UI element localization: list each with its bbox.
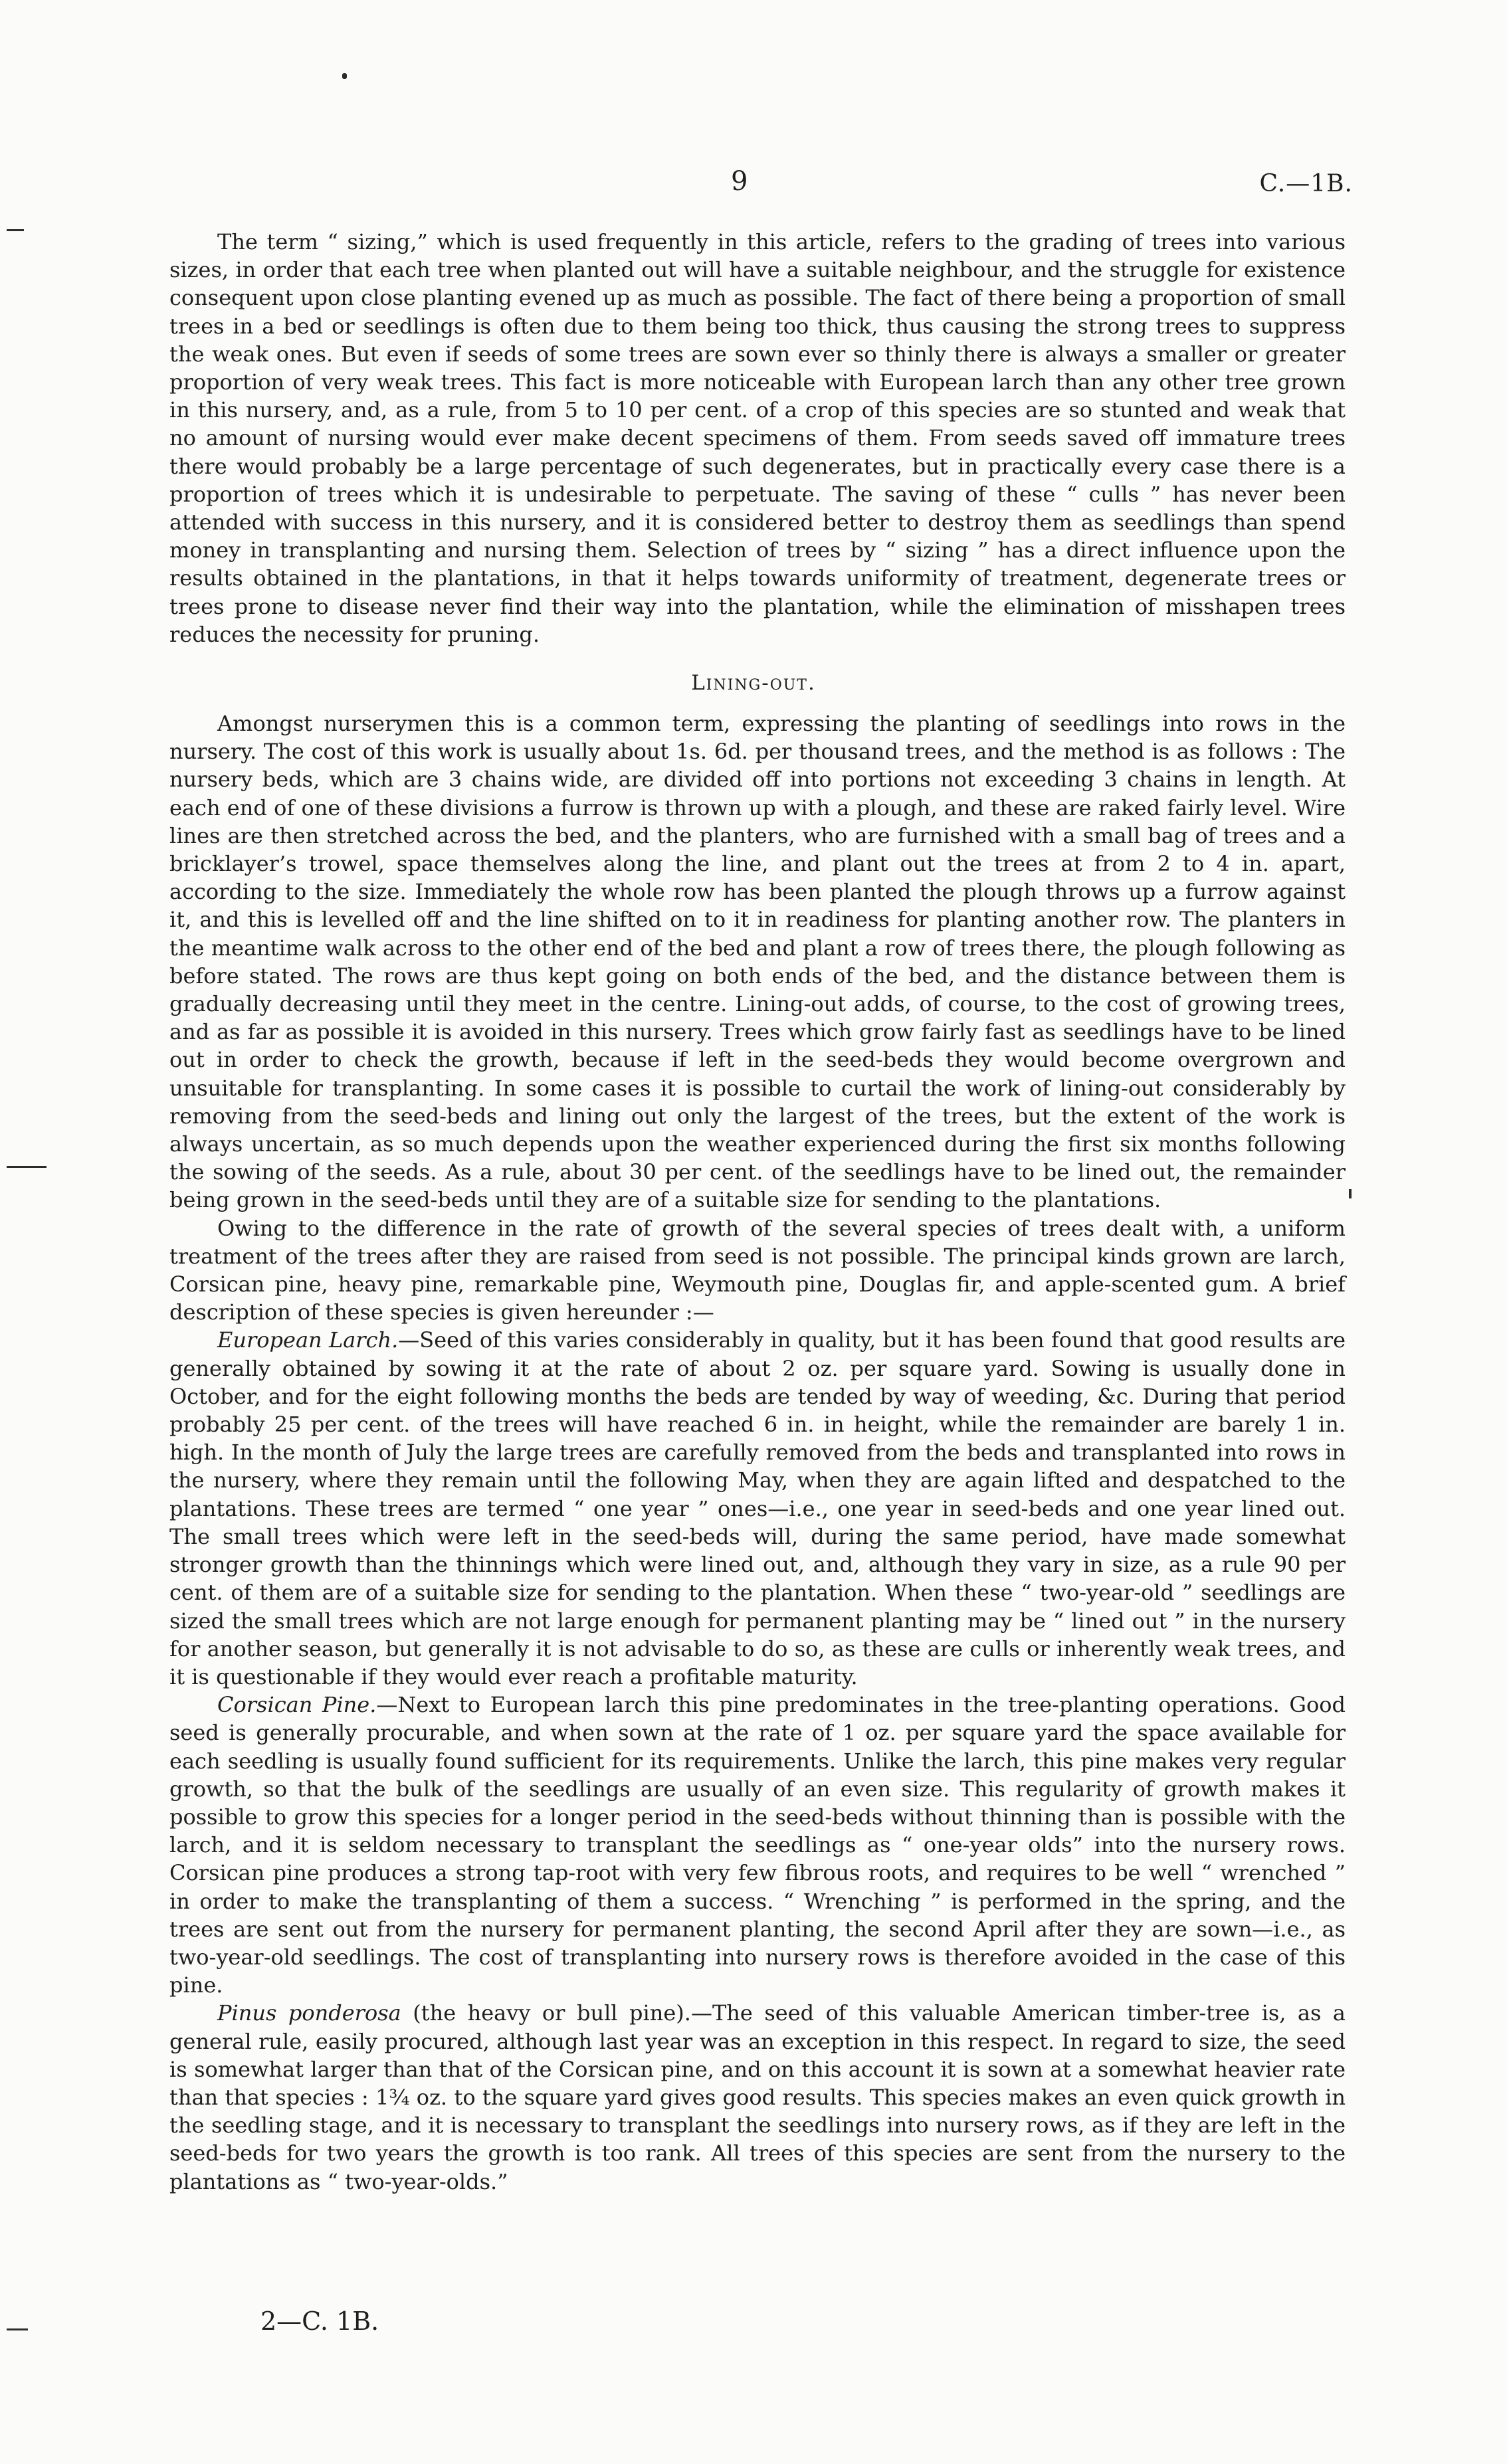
paragraph: Owing to the difference in the rate of growth of the several species of trees dealt with, a uniform treatment of the trees after they are raised from seed is not possible. The principal kinds grown are larch, Corsican pine, heavy pine, remarkable pine, Weymouth pine, Douglas fir, and apple-scented gum. A brief description of these species is given hereunder :— [169, 1215, 1346, 1325]
scan-mark [7, 229, 24, 231]
lining-out-section [169, 710, 1346, 2196]
page-number: 9 [731, 166, 748, 197]
paragraph: The term “ sizing,” which is used frequently in this article, refers to the grading of trees into various sizes, in order that each tree when planted out will have a suitable neighbour, and the struggle for existence consequent upon close planting evened up as much as possible. The fact of there being a proportion of small trees in a bed or seedlings is often due to them being too thick, thus causing the strong trees to suppress the weak ones. But even if seeds of some trees are sown ever so thinly there is always a smaller or greater proportion of very weak trees. This fact is more noticeable with European larch than any other tree grown in this nursery, and, as a rule, from 5 to 10 per cent. of a crop of this species are so stunted and weak that no amount of nursing would ever make decent specimens of them. From seeds saved off immature trees there would probably be a large percentage of such degenerates, but in practically every case there is a proportion of trees which it is undesirable to perpetuate. The saving of these “ culls ” has never been attended with success in this nursery, and it is considered better to destroy them as seedlings than spend money in transplanting and nursing them. Selection of trees by “ sizing ” has a direct influence upon the results obtained in the plantations, in that it helps towards uniformity of treatment, degenerate trees or trees prone to disease never find their way into the plantation, while the elimination of misshapen trees reduces the necessity for pruning. [169, 229, 1346, 647]
species-text: —Next to European larch this pine predominates in the tree-planting operations. Good seed is generally procurable, and when sown at the rate of 1 oz. per square yard the space available for each seedling is usually found sufficient for its requirements. Unlike the larch, this pine makes very regular growth, so that the bulk of the seedlings are usually of an even size. This regularity of growth makes it possible to grow this species for a longer period in the seed-beds without thinning than is possible with the larch, and it is seldom necessary to transplant the seedlings as “ one-year olds” into the nursery rows. Corsican pine produces a strong tap-root with very few fibrous roots, and requires to be well “ wrenched ” in order to make the transplanting of them a success. “ Wrenching ” is performed in the spring, and the trees are sent out from the nursery for permanent planting, the second April after they are sown—i.e., as two-year-old seedlings. The cost of transplanting into nursery rows is therefore avoided in the case of this pine. [169, 1692, 1346, 1998]
species-paragraph-larch [169, 1326, 1346, 1691]
paragraph: Amongst nurserymen this is a common term, expressing the planting of seedlings into rows in the nursery. The cost of this work is usually about 1s. 6d. per thousand trees, and the method is as follows : The nursery beds, which are 3 chains wide, are divided off into portions not exceeding 3 chains in length. At each end of one of these divisions a furrow is thrown up with a plough, and these are raked fairly level. Wire lines are then stretched across the bed, and the planters, who are furnished with a small bag of trees and a bricklayer’s trowel, space themselves along the line, and plant out the trees at from 2 to 4 in. apart, according to the size. Immediately the whole row has been planted the plough throws up a furrow against it, and this is levelled off and the line shifted on to it in readiness for planting another row. The planters in the meantime walk across to the other end of the bed and plant a row of trees there, the plough following as before stated. The rows are thus kept going on both ends of the bed, and the distance between them is gradually decreasing until they meet in the centre. Lining-out adds, of course, to the cost of growing trees, and as far as possible it is avoided in this nursery. Trees which grow fairly fast as seedlings have to be lined out in order to check the growth, because if left in the seed-beds they would become overgrown and unsuitable for transplanting. In some cases it is possible to curtail the work of lining-out considerably by removing from the seed-beds and lining out only the largest of the trees, but the extent of the work is always uncertain, as so much depends upon the weather experienced during the first six months following the sowing of the seeds. As a rule, about 30 per cent. of the seedlings have to be lined out, the remainder being grown in the seed-beds until they are of a suitable size for sending to the plantations. [169, 711, 1346, 1213]
species-lead: European Larch. [217, 1327, 399, 1353]
sizing-section [169, 228, 1346, 648]
species-lead: Corsican Pine. [217, 1692, 377, 1718]
scan-mark [342, 73, 347, 79]
species-paragraph-corsican [169, 1691, 1346, 1999]
species-text: (the heavy or bull pine).—The seed of this valuable American timber-tree is, as a general rule, easily procured, although last year was an exception in this respect. In regard to size, the seed is somewhat larger than that of the Corsican pine, and on this account it is sown at a somewhat heavier rate than that species : 1¾ oz. to the square yard gives good results. This species makes an even quick growth in the seedling stage, and it is necessary to transplant the seedlings into nursery rows, as if they are left in the seed-beds for two years the growth is too rank. All trees of this species are sent from the nursery to the plantations as “ two-year-olds.” [169, 2000, 1346, 2194]
scan-mark [1349, 1189, 1352, 1198]
section-heading: Lining-out. [691, 671, 816, 695]
document-reference: C.—1B. [1259, 170, 1353, 197]
species-text: —Seed of this varies considerably in quality, but it has been found that good results are generally obtained by sowing it at the rate of about 2 oz. per square yard. Sowing is usually done in October, and for the eight following months the beds are tended by way of weeding, &c. During that period probably 25 per cent. of the trees will have reached 6 in. in height, while the remainder are barely 1 in. high. In the month of July the large trees are carefully removed from the beds and transplanted into rows in the nursery, where they remain until the following May, when they are again lifted and despatched to the plantations. These trees are termed “ one year ” ones—i.e., one year in seed-beds and one year lined out. The small trees which were left in the seed-beds will, during the same period, have made somewhat stronger growth than the thinnings which were lined out, and, although they vary in size, as a rule 90 per cent. of them are of a suitable size for sending to the plantation. When these “ two-year-old ” seedlings are sized the small trees which are not large enough for permanent planting may be “ lined out ” in the nursery for another season, but generally it is not advisable to do so, as these are culls or inherently weak trees, and it is questionable if they would ever reach a profitable maturity. [169, 1327, 1346, 1689]
species-lead: Pinus ponderosa [217, 2000, 401, 2026]
scan-mark [7, 2328, 28, 2330]
species-paragraph-ponderosa [169, 1999, 1346, 2195]
scan-mark [7, 1166, 47, 1168]
signature-mark: 2—C. 1B. [260, 2307, 379, 2336]
